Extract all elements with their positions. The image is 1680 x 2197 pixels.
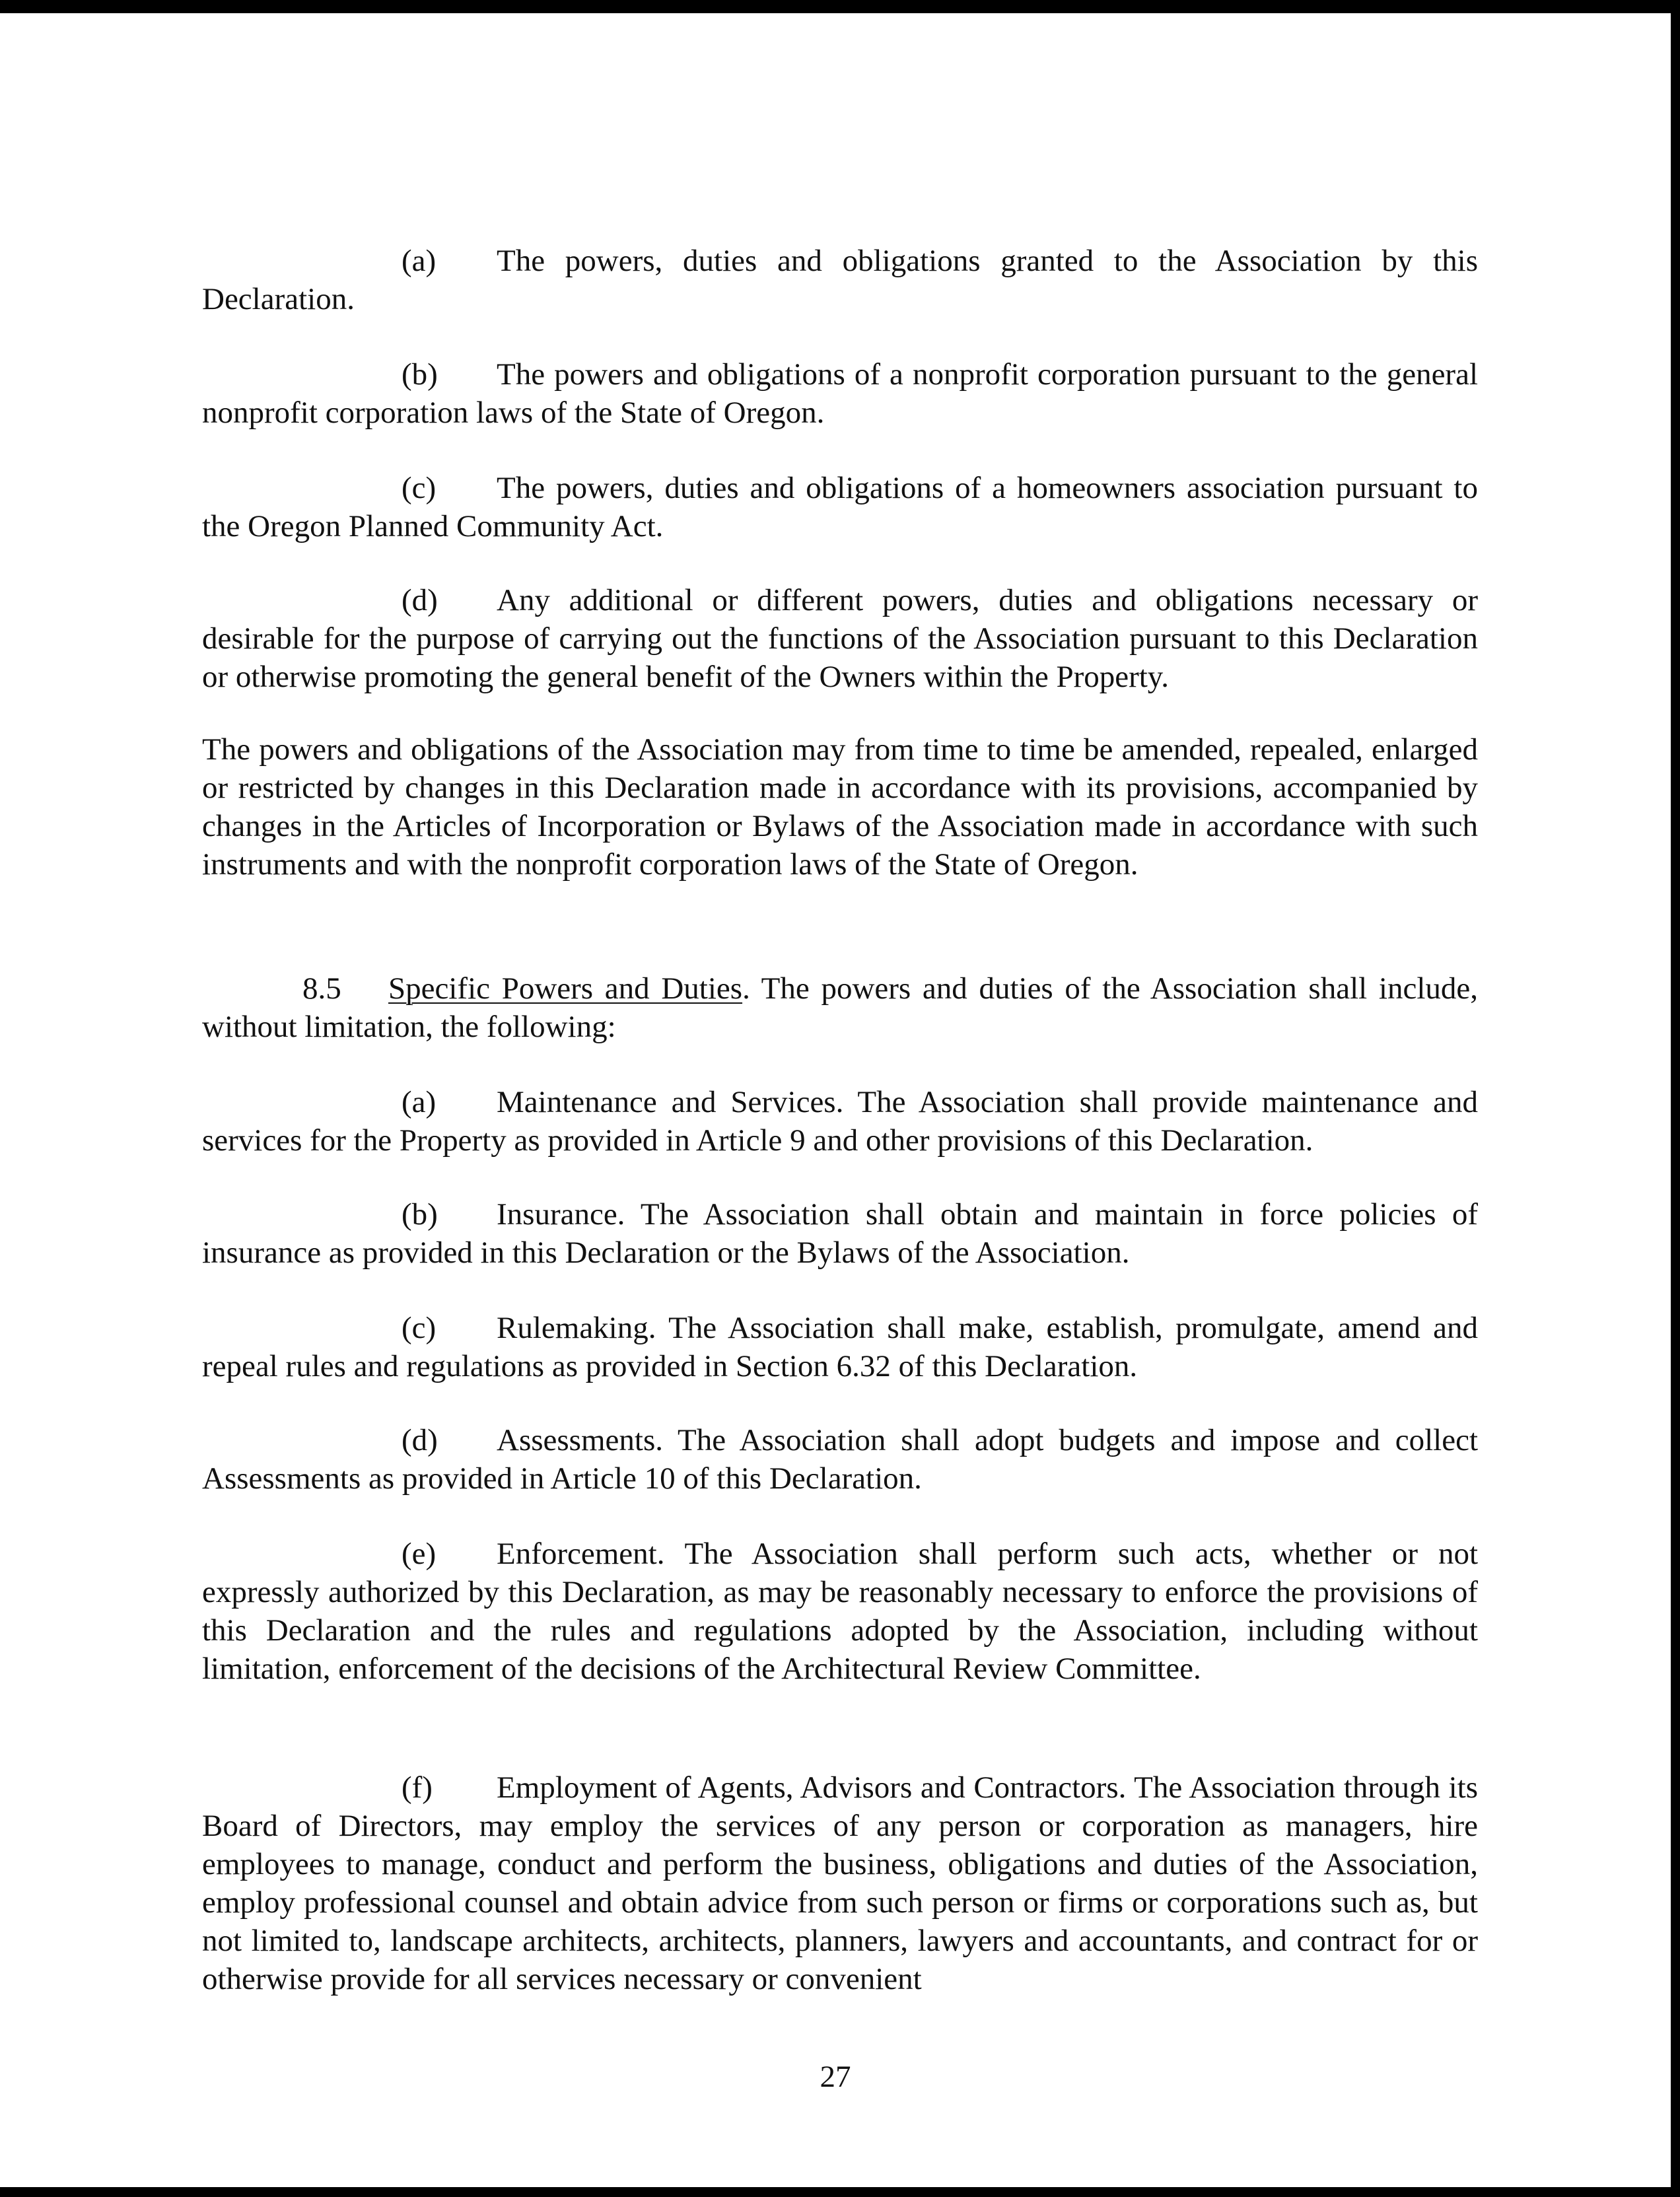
power-c-text: The powers, duties and obligations of a homeowners association pursuant to the Oregon Planned Community Act. (202, 471, 1478, 543)
item-f-text: Employment of Agents, Advisors and Contractors. The Association through its Board of Directors, may employ the services of any person or corporation as managers, hire employees to manage, conduct and perform the business, obligations and duties of the Association, employ professional counsel and obtain advice from such person or firms or corporations such as, but not limited to, landscape architects, architects, planners, lawyers and accountants, and contract for or otherwise provide for all services necessary or convenient (202, 1770, 1478, 1996)
power-b-paragraph (202, 355, 1478, 432)
document-page (0, 13, 1671, 2187)
power-a-text: The powers, duties and obligations granted to the Association by this Declaration. (202, 244, 1478, 316)
section-8-5-paragraph (202, 969, 1478, 1046)
page-number: 27 (820, 2060, 851, 2094)
power-b-text: The powers and obligations of a nonprofit corporation pursuant to the general nonprofit corporation laws of the State of Oregon. (202, 357, 1478, 430)
power-d-paragraph (202, 581, 1478, 696)
section-heading: Specific Powers and Duties (388, 971, 743, 1006)
item-a-paragraph (202, 1083, 1478, 1160)
section-number: 8.5 (302, 971, 341, 1006)
section-intro: . The powers and duties of the Association shall include, without limitation, the following: (202, 971, 1478, 1044)
item-c-paragraph (202, 1309, 1478, 1385)
item-d-label: (d) (402, 1423, 438, 1457)
power-c-label: (c) (402, 471, 437, 505)
power-b-label: (b) (402, 357, 438, 392)
item-b-text: Insurance. The Association shall obtain and maintain in force policies of insurance as provided in this Declaration or the Bylaws of the Association. (202, 1197, 1478, 1270)
power-c-paragraph (202, 469, 1478, 545)
item-b-label: (b) (402, 1197, 438, 1232)
power-d-label: (d) (402, 583, 438, 617)
power-a-label: (a) (402, 244, 437, 278)
item-e-label: (e) (402, 1537, 437, 1571)
power-d-text: Any additional or different powers, duties and obligations necessary or desirable for the purpose of carrying out the functions of the Association pursuant to this Declaration or otherwise promoting the general benefit of the Owners within the Property. (202, 583, 1478, 694)
item-d-paragraph (202, 1421, 1478, 1498)
item-e-paragraph (202, 1535, 1478, 1688)
power-a-paragraph (202, 242, 1478, 318)
item-b-paragraph (202, 1195, 1478, 1272)
amendment-paragraph: The powers and obligations of the Association may from time to time be amended, repealed, enlarged or restricted by changes in this Declaration made in accordance with its provisions, accompanied by changes in the Articles of Incorporation or Bylaws of the Association made in accordance with such instruments and with the nonprofit corporation laws of the State of Oregon. (202, 732, 1478, 882)
item-f-paragraph (202, 1768, 1478, 1998)
item-c-text: Rulemaking. The Association shall make, establish, promulgate, amend and repeal rules and regulations as provided in Section 6.32 of this Declaration. (202, 1311, 1478, 1383)
item-e-text: Enforcement. The Association shall perform such acts, whether or not expressly authorized by this Declaration, as may be reasonably necessary to enforce the provisions of this Declaration and the rules and regulations adopted by the Association, including without limitation, enforcement of the decisions of the Architectural Review Committee. (202, 1537, 1478, 1686)
item-d-text: Assessments. The Association shall adopt budgets and impose and collect Assessments as provided in Article 10 of this Declaration. (202, 1423, 1478, 1496)
item-a-label: (a) (402, 1085, 437, 1119)
item-f-label: (f) (402, 1770, 433, 1805)
item-a-text: Maintenance and Services. The Association shall provide maintenance and services for the Property as provided in Article 9 and other provisions of this Declaration. (202, 1085, 1478, 1158)
item-c-label: (c) (402, 1311, 437, 1345)
